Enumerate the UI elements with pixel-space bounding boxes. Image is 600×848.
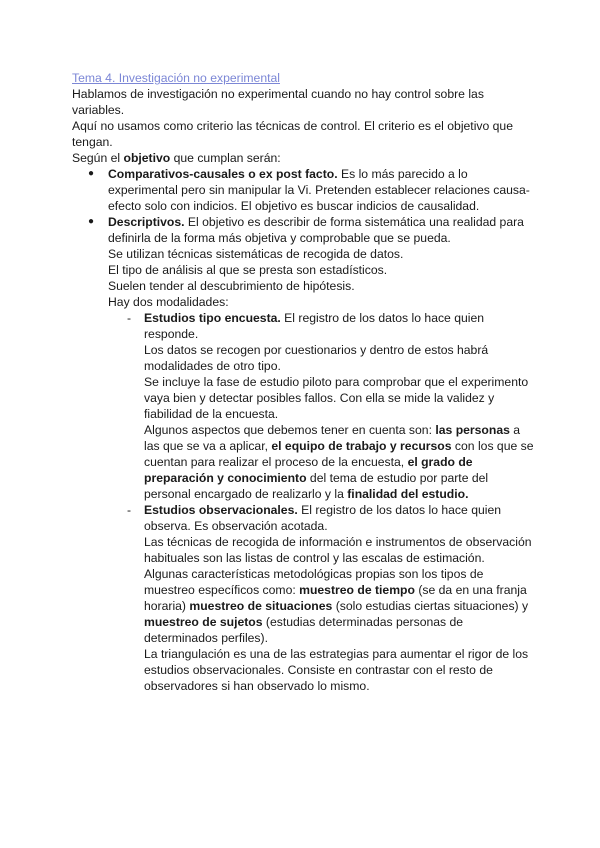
body-line: El tipo de análisis al que se presta son estadísticos. [108, 263, 388, 277]
bullet-item-descriptivos: ● Descriptivos. El objetivo es describir de forma sistemática una realidad para definirla de la forma más objetiva y comprobable que se pueda. Se utilizan técnicas sistemáticas de recogida de datos. El tipo de análisis al que se presta son estadísticos. Suelen tender al descubrimiento de hipótesis. Hay dos modalidades: [72, 214, 534, 310]
body-line: Hay dos modalidades: [108, 295, 229, 309]
body-line: Suelen tender al descubrimiento de hipótesis. [108, 279, 355, 293]
body-line: La triangulación es una de las estrategias para aumentar el rigor de los estudios observacionales. Consiste en contrastar con el resto de observadores si han observado lo mismo. [144, 647, 529, 693]
document-page [72, 70, 534, 694]
body-line: Algunos aspectos que debemos tener en cuenta son: las personas a las que se va a aplicar, el equipo de trabajo y recursos con los que se cuentan para realizar el proceso de la encuesta, el grado de preparación y conocimiento del tema de estudio por parte del personal encargado de realizarlo y la finalidad del estudio. [144, 423, 534, 501]
bullet-icon: ● [88, 168, 95, 179]
body-line: Se utilizan técnicas sistemáticas de recogida de datos. [108, 247, 404, 261]
section-heading-link[interactable]: Tema 4. Investigación no experimental [72, 71, 280, 85]
intro-paragraph: Según el objetivo que cumplan serán: [72, 151, 281, 165]
body-line: Algunas características metodológicas propias son los tipos de muestreo específicos como: muestreo de tiempo (se da en una franja horaria) muestreo de situaciones (solo estudias ciertas situaciones) y muestreo de sujetos (estudias determinadas personas de determinados perfiles). [144, 567, 529, 645]
body-line: Las técnicas de recogida de información e instrumentos de observación habituales son las listas de control y las escalas de estimación. [144, 535, 532, 565]
intro-paragraph: Aquí no usamos como criterio las técnicas de control. El criterio es el objetivo que tengan. [72, 119, 513, 149]
bullet-icon: ● [88, 216, 95, 227]
bullet-item-comparativos: ● Comparativos-causales o ex post facto. Es lo más parecido a lo experimental pero sin manipular la Vi. Pretenden establecer relaciones causa-efecto solo con indicios. El objetivo es buscar indicios de causalidad. [88, 167, 530, 213]
dash-item-encuesta: - Estudios tipo encuesta. El registro de los datos lo hace quien responde. Los datos se recogen por cuestionarios y dentro de estos habrá modalidades de otro tipo. Se incluye la fase de estudio piloto para comprobar que el experimento vaya bien y detectar posibles fallos. Con ella se mide la validez y fiabilidad de la encuesta. Algunos aspectos que debemos tener en cuenta son: las personas a las que se va a aplicar, el equipo de trabajo y recursos con los que se cuentan para realizar el proceso de la encuesta, el grado de preparación y conocimiento del tema de estudio por parte del personal encargado de realizarlo y la finalidad del estudio. [127, 311, 534, 501]
dash-icon: - [127, 503, 132, 517]
dash-icon: - [127, 311, 132, 325]
body-line: Se incluye la fase de estudio piloto para comprobar que el experimento vaya bien y detectar posibles fallos. Con ella se mide la validez y fiabilidad de la encuesta. [144, 375, 529, 421]
dash-item-observacionales: - Estudios observacionales. El registro de los datos lo hace quien observa. Es observación acotada. Las técnicas de recogida de información e instrumentos de observación habituales son las listas de control y las escalas de estimación. Algunas características metodológicas propias son los tipos de muestreo específicos como: muestreo de tiempo (se da en una franja horaria) muestreo de situaciones (solo estudias ciertas situaciones) y muestreo de sujetos (estudias determinadas personas de determinados perfiles). La triangulación es una de las estrategias para aumentar el rigor de los estudios observacionales. Consiste en contrastar con el resto de observadores si han observado lo mismo. [72, 502, 534, 694]
body-line: Los datos se recogen por cuestionarios y dentro de estos habrá modalidades de otro tipo. [144, 343, 489, 373]
intro-paragraph: Hablamos de investigación no experimental cuando no hay control sobre las variables. [72, 87, 484, 117]
